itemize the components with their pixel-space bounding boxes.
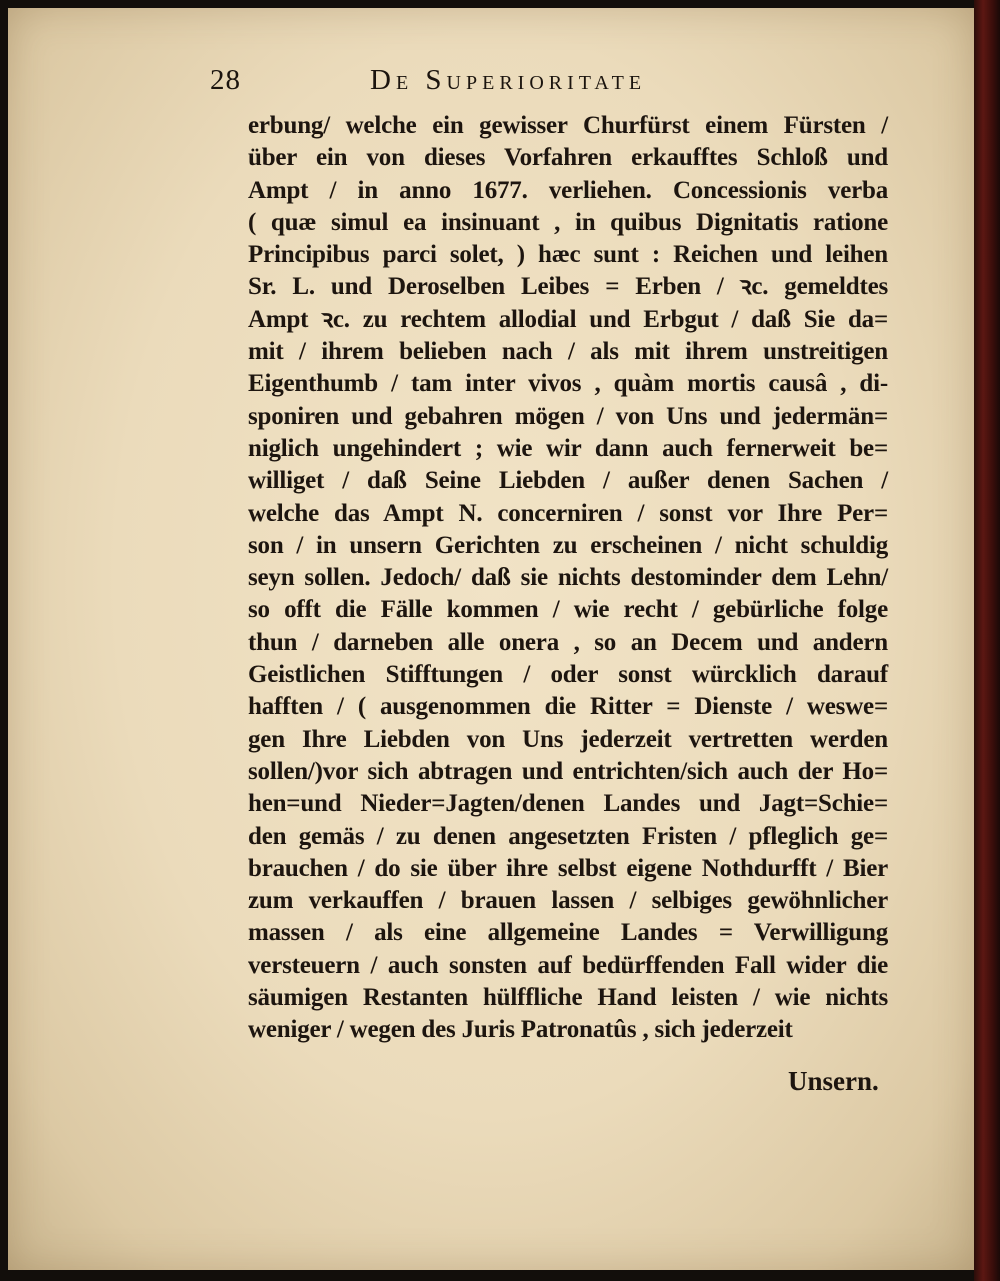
text-line: mit / ihrem belieben nach / als mit ihrem unstreitigen: [248, 338, 888, 366]
page-number: 28: [210, 64, 241, 96]
text-line: Eigenthumb / tam inter vivos , quàm mortis causâ , di-: [248, 370, 888, 398]
text-line: gen Ihre Liebden von Uns jederzeit vertretten werden: [248, 725, 888, 753]
text-line: welche das Ampt N. concerniren / sonst vor Ihre Per=: [248, 499, 888, 527]
text-line: über ein von dieses Vorfahren erkaufftes Schloß und: [248, 144, 888, 172]
text-line: son / in unsern Gerichten zu erscheinen / nicht schuldig: [248, 531, 888, 559]
text-line: so offt die Fälle kommen / wie recht / gebürliche folge: [248, 596, 888, 624]
text-line: sollen/)vor sich abtragen und entrichten/sich auch der Ho=: [248, 757, 888, 785]
text-line: Sr. L. und Deroselben Leibes = Erben / ꝛc. gemeldtes: [248, 273, 888, 301]
text-line: Ampt ꝛc. zu rechtem allodial und Erbgut / daß Sie da=: [248, 305, 888, 333]
text-line: weniger / wegen des Juris Patronatûs , sich jederzeit: [248, 1016, 793, 1044]
text-line: ( quæ simul ea insinuant , in quibus Dignitatis ratione: [248, 208, 888, 236]
text-line: erbung/ welche ein gewisser Churfürst einem Fürsten /: [248, 112, 888, 139]
text-line: den gemäs / zu denen angesetzten Fristen / pfleglich ge=: [248, 822, 888, 850]
book-page: [8, 8, 974, 1270]
text-line: thun / darneben alle onera , so an Decem und andern: [248, 628, 888, 656]
text-line: Principibus parci solet, ) hæc sunt : Reichen und leihen: [248, 241, 888, 269]
text-line: hafften / ( ausgenommen die Ritter = Dienste / weswe=: [248, 693, 888, 721]
catchword: Unsern.: [788, 1066, 879, 1096]
text-line: massen / als eine allgemeine Landes = Verwilligung: [248, 919, 888, 947]
book-edge: [974, 0, 1000, 1281]
text-line: niglich ungehindert ; wie wir dann auch fernerweit be=: [248, 434, 888, 462]
text-line: Ampt / in anno 1677. verliehen. Concessionis verba: [248, 176, 888, 204]
text-line: seyn sollen. Jedoch/ daß sie nichts destominder dem Lehn/: [248, 564, 888, 592]
text-line: säumigen Restanten hülffliche Hand leisten / wie nichts: [248, 984, 888, 1012]
text-line: hen=und Nieder=Jagten/denen Landes und Jagt=Schie=: [248, 790, 888, 818]
text-line: zum verkauffen / brauen lassen / selbiges gewöhnlicher: [248, 887, 888, 915]
text-line: williget / daß Seine Liebden / außer denen Sachen /: [248, 467, 888, 495]
running-title: De Superioritate: [370, 64, 647, 96]
text-line: Geistlichen Stifftungen / oder sonst würcklich darauf: [248, 661, 888, 689]
text-line: brauchen / do sie über ihre selbst eigene Nothdurfft / Bier: [248, 854, 888, 882]
text-line: versteuern / auch sonsten auf bedürffenden Fall wider die: [248, 951, 888, 979]
text-line: sponiren und gebahren mögen / von Uns und jedermän=: [248, 402, 888, 430]
body-text: [248, 110, 888, 1047]
